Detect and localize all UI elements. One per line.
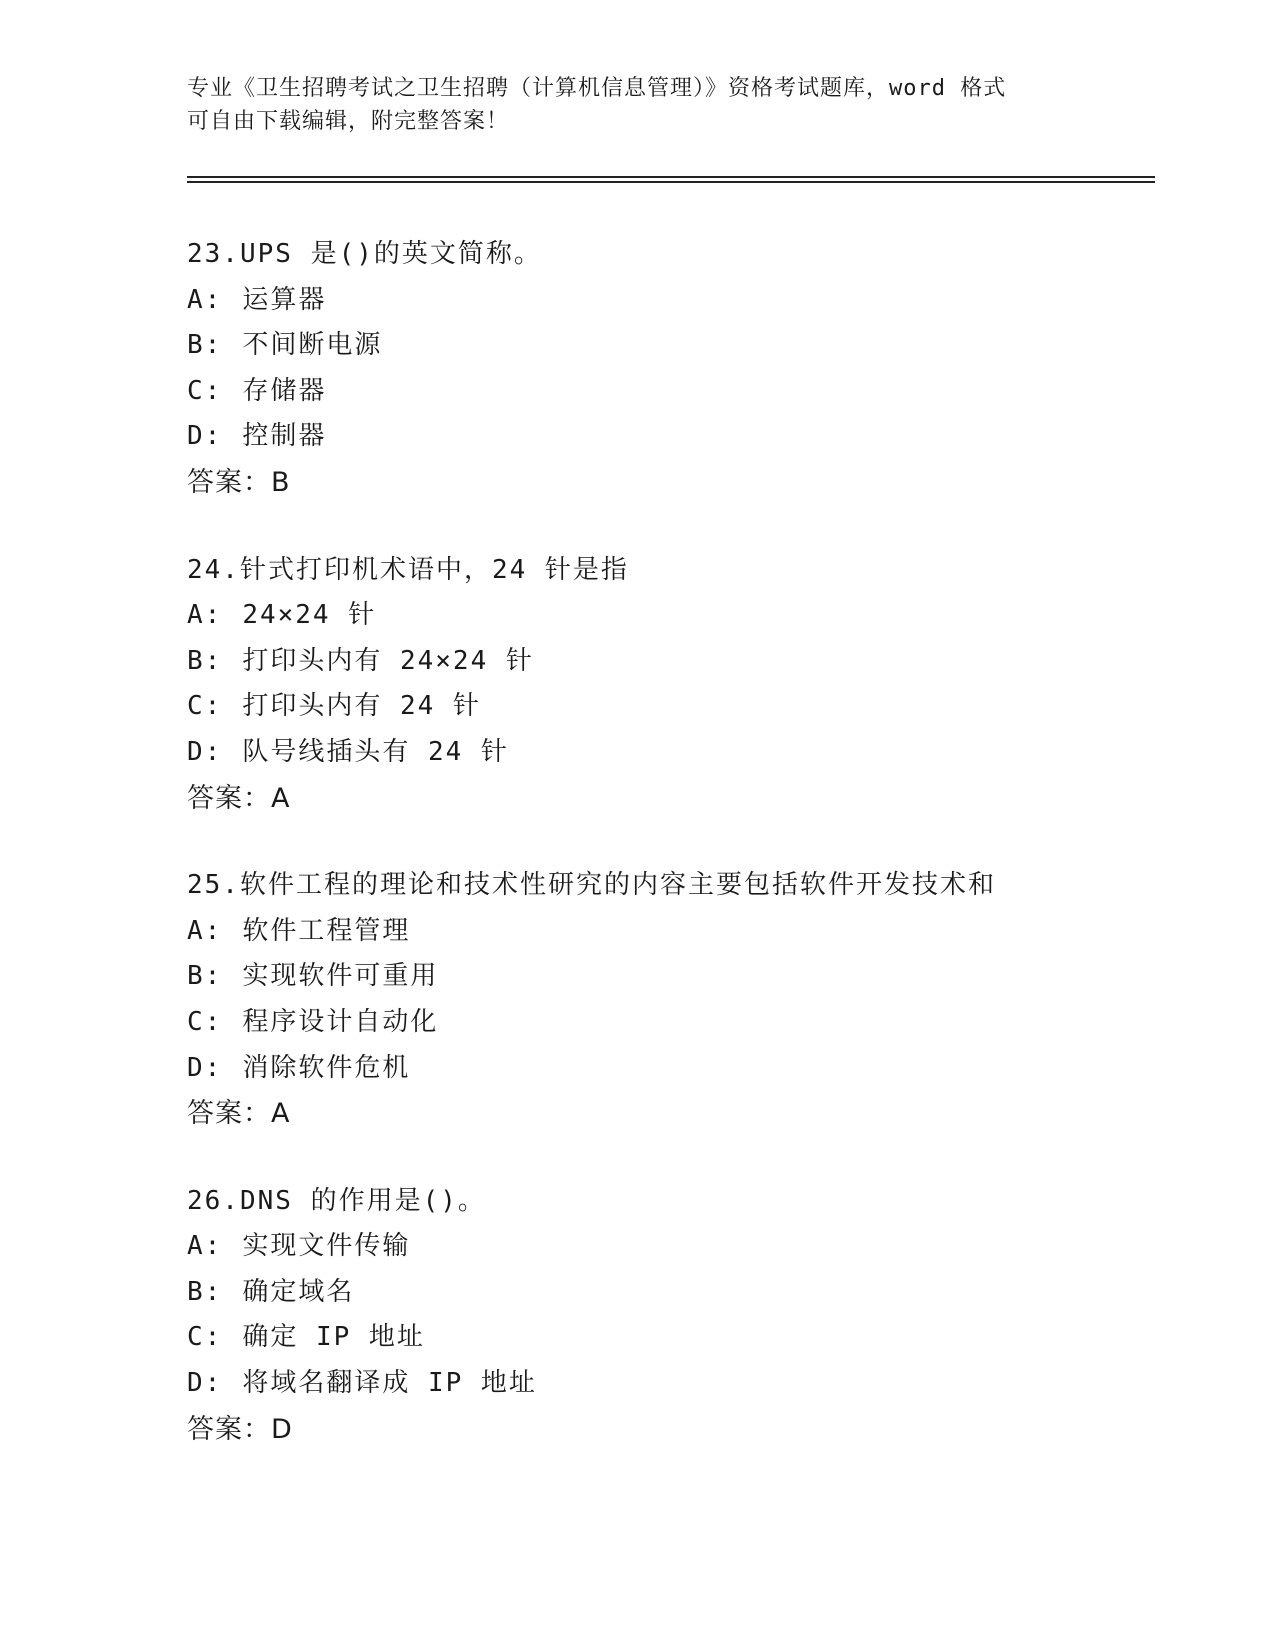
option-text: 不间断电源 — [242, 330, 383, 361]
option-key: C: — [187, 375, 223, 406]
answer-line: 答案：D — [187, 1413, 293, 1445]
option-key: D: — [187, 1052, 223, 1083]
question-stem: 25.软件工程的理论和技术性研究的内容主要包括软件开发技术和 — [187, 870, 996, 901]
option-c — [187, 1315, 1147, 1361]
answer-line: 答案：A — [187, 1098, 291, 1130]
option-c — [187, 369, 1147, 415]
answer-line: 答案：A — [187, 782, 291, 814]
option-text: 实现文件传输 — [242, 1231, 411, 1262]
option-text: 24×24 针 — [242, 600, 377, 631]
option-key: D: — [187, 421, 223, 452]
option-key: A: — [187, 284, 223, 315]
option-a — [187, 278, 1147, 324]
question-25 — [187, 863, 1147, 1137]
option-c — [187, 1000, 1147, 1046]
document-header — [187, 72, 1087, 138]
header-divider-top — [187, 176, 1155, 178]
option-b — [187, 323, 1147, 369]
option-key: C: — [187, 691, 223, 722]
option-b — [187, 639, 1147, 685]
option-key: A: — [187, 915, 223, 946]
option-key: A: — [187, 600, 223, 631]
question-24 — [187, 548, 1147, 822]
option-text: 打印头内有 24×24 针 — [242, 645, 534, 676]
option-text: 实现软件可重用 — [242, 961, 439, 992]
option-d — [187, 730, 1147, 776]
option-d — [187, 414, 1147, 460]
option-b — [187, 1270, 1147, 1316]
option-text: 控制器 — [242, 421, 327, 452]
option-text: 确定域名 — [242, 1276, 355, 1307]
option-key: B: — [187, 961, 223, 992]
option-text: 程序设计自动化 — [242, 1006, 439, 1037]
option-c — [187, 684, 1147, 730]
option-key: D: — [187, 1368, 223, 1399]
option-b — [187, 954, 1147, 1000]
option-text: 队号线插头有 24 针 — [242, 736, 509, 767]
question-23 — [187, 232, 1147, 506]
header-line-1: 专业《卫生招聘考试之卫生招聘（计算机信息管理）》资格考试题库，word 格式 — [187, 76, 1007, 101]
option-a — [187, 909, 1147, 955]
question-stem: 26.DNS 的作用是()。 — [187, 1185, 486, 1216]
option-text: 存储器 — [242, 375, 327, 406]
option-text: 将域名翻译成 IP 地址 — [242, 1368, 537, 1399]
option-key: B: — [187, 330, 223, 361]
option-a — [187, 593, 1147, 639]
question-list — [187, 232, 1147, 1494]
option-a — [187, 1224, 1147, 1270]
question-stem: 23.UPS 是()的英文简称。 — [187, 239, 542, 269]
option-text: 打印头内有 24 针 — [242, 691, 481, 722]
question-26 — [187, 1179, 1147, 1453]
option-key: B: — [187, 645, 223, 676]
option-text: 消除软件危机 — [242, 1052, 411, 1083]
option-d — [187, 1361, 1147, 1407]
option-key: D: — [187, 736, 223, 767]
option-key: C: — [187, 1322, 223, 1353]
header-divider-bottom — [187, 181, 1155, 183]
answer-line: 答案：B — [187, 466, 291, 498]
option-text: 确定 IP 地址 — [242, 1322, 425, 1353]
option-key: C: — [187, 1006, 223, 1037]
option-d — [187, 1046, 1147, 1092]
header-line-2: 可自由下载编辑，附完整答案！ — [187, 109, 510, 134]
option-text: 运算器 — [242, 284, 327, 315]
option-key: A: — [187, 1231, 223, 1262]
option-key: B: — [187, 1276, 223, 1307]
question-stem: 24.针式打印机术语中，24 针是指 — [187, 554, 629, 585]
option-text: 软件工程管理 — [242, 915, 411, 946]
